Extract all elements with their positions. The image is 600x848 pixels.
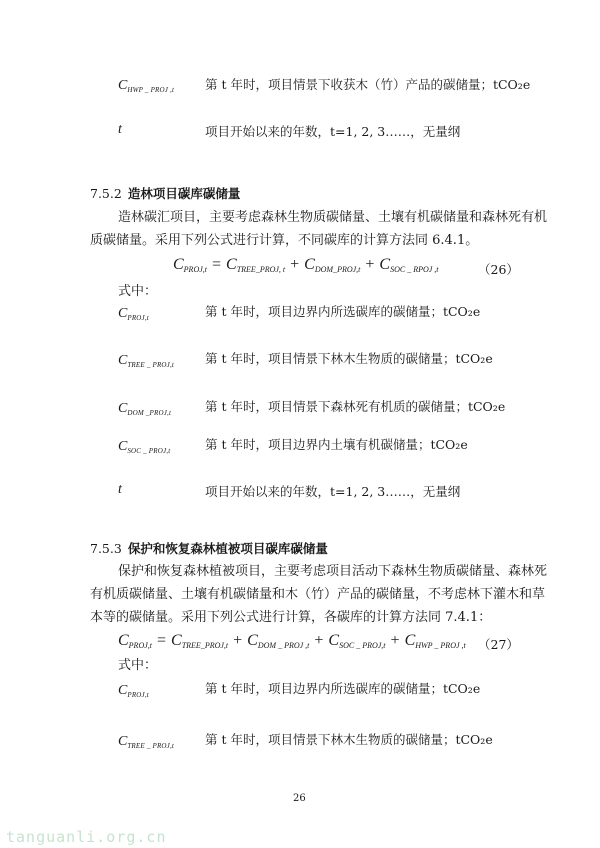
symbol-c-tree-proj: $C_{TREE \_ PROJ,t}$ [118, 353, 175, 369]
equation-number-27: （27） [478, 637, 519, 652]
symbol-t: t [118, 122, 122, 137]
symbol-c-dom-proj: $C_{DOM \_PROJ,t}$ [118, 401, 172, 417]
definition-t-2: 项目开始以来的年数，t=1, 2, 3……，无量纲 [205, 484, 461, 499]
watermark: tanguanli.org.cn [6, 828, 167, 846]
section-7-5-2-paragraph-line-2: 质碳储量。采用下列公式进行计算，不同碳库的计算方法同 6.4.1。 [90, 233, 479, 248]
formula-26: $C_{PROJ,t} = C_{TREE\_PROJ, t} + C_{DOM\_PROJ,t} + C_{SOC \_ RPOJ ,t}$ [173, 256, 439, 274]
definition-c-dom-proj: 第 t 年时，项目情景下森林死有机质的碳储量；tCO₂e [205, 399, 506, 414]
formula-27: $C_{PROJ,t} = C_{TREE\_PROJ,t} + C_{DOM \_ PROJ ,t} + C_{SOC \_ PROJ,t} + C_{HWP \_ PROJ ,t}$ [118, 632, 466, 650]
section-7-5-3-paragraph-line-3: 本等的碳储量。采用下列公式进行计算，各碳库的计算方法同 7.4.1： [90, 610, 492, 625]
section-heading-7-5-3: 7.5.3 保护和恢复森林植被项目碳库碳储量 [90, 541, 328, 556]
section-7-5-2-paragraph-line-1: 造林碳汇项目，主要考虑森林生物质碳储量、土壤有机碳储量和森林死有机 [118, 210, 548, 225]
definition-c-proj-2: 第 t 年时，项目边界内所选碳库的碳储量；tCO₂e [205, 681, 481, 696]
symbol-c-tree-proj-2: $C_{TREE \_ PROJ,t}$ [118, 734, 175, 750]
definition-c-tree-proj-2: 第 t 年时，项目情景下林木生物质的碳储量；tCO₂e [205, 732, 493, 747]
definition-c-hwp-proj: 第 t 年时，项目情景下收获木（竹）产品的碳储量；tCO₂e [205, 77, 531, 92]
symbol-c-proj: $C_{PROJ,t}$ [118, 306, 149, 322]
definition-t: 项目开始以来的年数，t=1, 2, 3……，无量纲 [205, 124, 461, 139]
symbol-c-soc-proj: $C_{SOC \_ PROJ,t}$ [118, 439, 171, 455]
definition-c-tree-proj: 第 t 年时，项目情景下林木生物质的碳储量；tCO₂e [205, 351, 493, 366]
definition-c-proj: 第 t 年时，项目边界内所选碳库的碳储量；tCO₂e [205, 304, 481, 319]
definition-c-soc-proj: 第 t 年时，项目边界内土壤有机碳储量；tCO₂e [205, 437, 468, 452]
section-7-5-3-paragraph-line-2: 有机质碳储量、土壤有机碳储量和木（竹）产品的碳储量，不考虑林下灌木和草 [90, 587, 546, 602]
equation-number-26: （26） [478, 262, 519, 277]
symbol-t-2: t [118, 482, 122, 497]
where-label-1: 式中： [118, 284, 158, 299]
symbol-c-proj-2: $C_{PROJ,t}$ [118, 683, 149, 699]
where-label-2: 式中： [118, 658, 158, 673]
section-7-5-3-paragraph-line-1: 保护和恢复森林植被项目，主要考虑项目活动下森林生物质碳储量、森林死 [118, 564, 548, 579]
page-number: 26 [293, 793, 306, 804]
section-heading-7-5-2: 7.5.2 造林项目碳库碳储量 [90, 186, 241, 201]
symbol-c-hwp-proj: $C_{HWP \_ PROJ ,t}$ [118, 78, 175, 94]
